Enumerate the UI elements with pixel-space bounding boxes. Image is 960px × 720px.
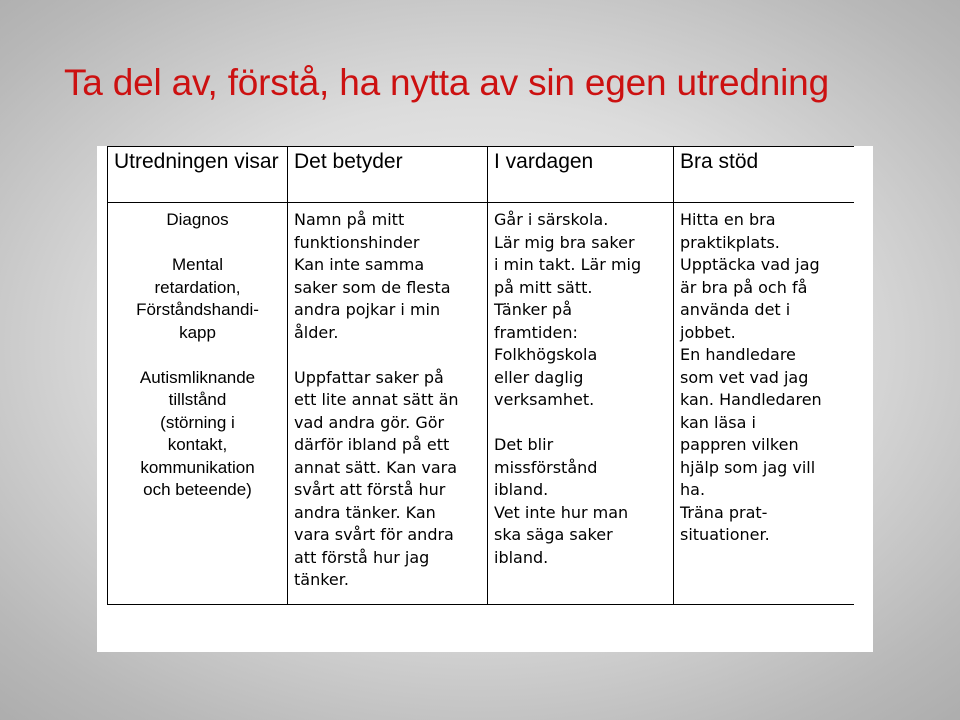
meaning-paragraph-2: Uppfattar saker på ett lite annat sätt än vad andra gör. Gör därför ibland på ett annat sätt. Kan vara svårt att förstå hur andra tänker. Kan vara svårt för andra att förstå hur jag tänker. bbox=[294, 367, 459, 589]
cell-support bbox=[674, 203, 854, 605]
support-text: Hitta en bra praktikplats. Upptäcka vad jag är bra på och få använda det i jobbet. En handledare som vet vad jag kan. Handledaren kan läsa i pappren vilken hjälp som jag vill ha. Träna prat- situationer. bbox=[680, 210, 822, 544]
mental-retardation-text: Mental retardation, Förståndshandi- kapp bbox=[136, 255, 259, 342]
header-utredningen-visar: Utredningen visar bbox=[108, 147, 288, 203]
autism-text: Autismliknande tillstånd (störning i kontakt, kommunikation och beteende) bbox=[139, 367, 256, 499]
cell-diagnosis bbox=[108, 203, 288, 605]
slide-title: Ta del av, förstå, ha nytta av sin egen utredning bbox=[64, 62, 829, 103]
diagnos-label: Diagnos bbox=[166, 210, 229, 229]
header-bra-stod: Bra stöd bbox=[674, 147, 854, 203]
assessment-table bbox=[107, 146, 854, 605]
meaning-paragraph-1: Namn på mitt funktionshinder Kan inte samma saker som de flesta andra pojkar i min ålder. bbox=[294, 210, 451, 342]
everyday-paragraph-1: Går i särskola. Lär mig bra saker i min takt. Lär mig på mitt sätt. Tänker på framtiden: Folkhögskola eller daglig verksamhet. bbox=[494, 210, 642, 409]
table-row bbox=[108, 203, 854, 605]
header-det-betyder: Det betyder bbox=[288, 147, 488, 203]
header-i-vardagen: I vardagen bbox=[488, 147, 674, 203]
cell-everyday bbox=[488, 203, 674, 605]
cell-meaning bbox=[288, 203, 488, 605]
table-header-row bbox=[108, 147, 854, 203]
everyday-paragraph-2: Det blir missförstånd ibland. Vet inte hur man ska säga saker ibland. bbox=[494, 435, 629, 567]
